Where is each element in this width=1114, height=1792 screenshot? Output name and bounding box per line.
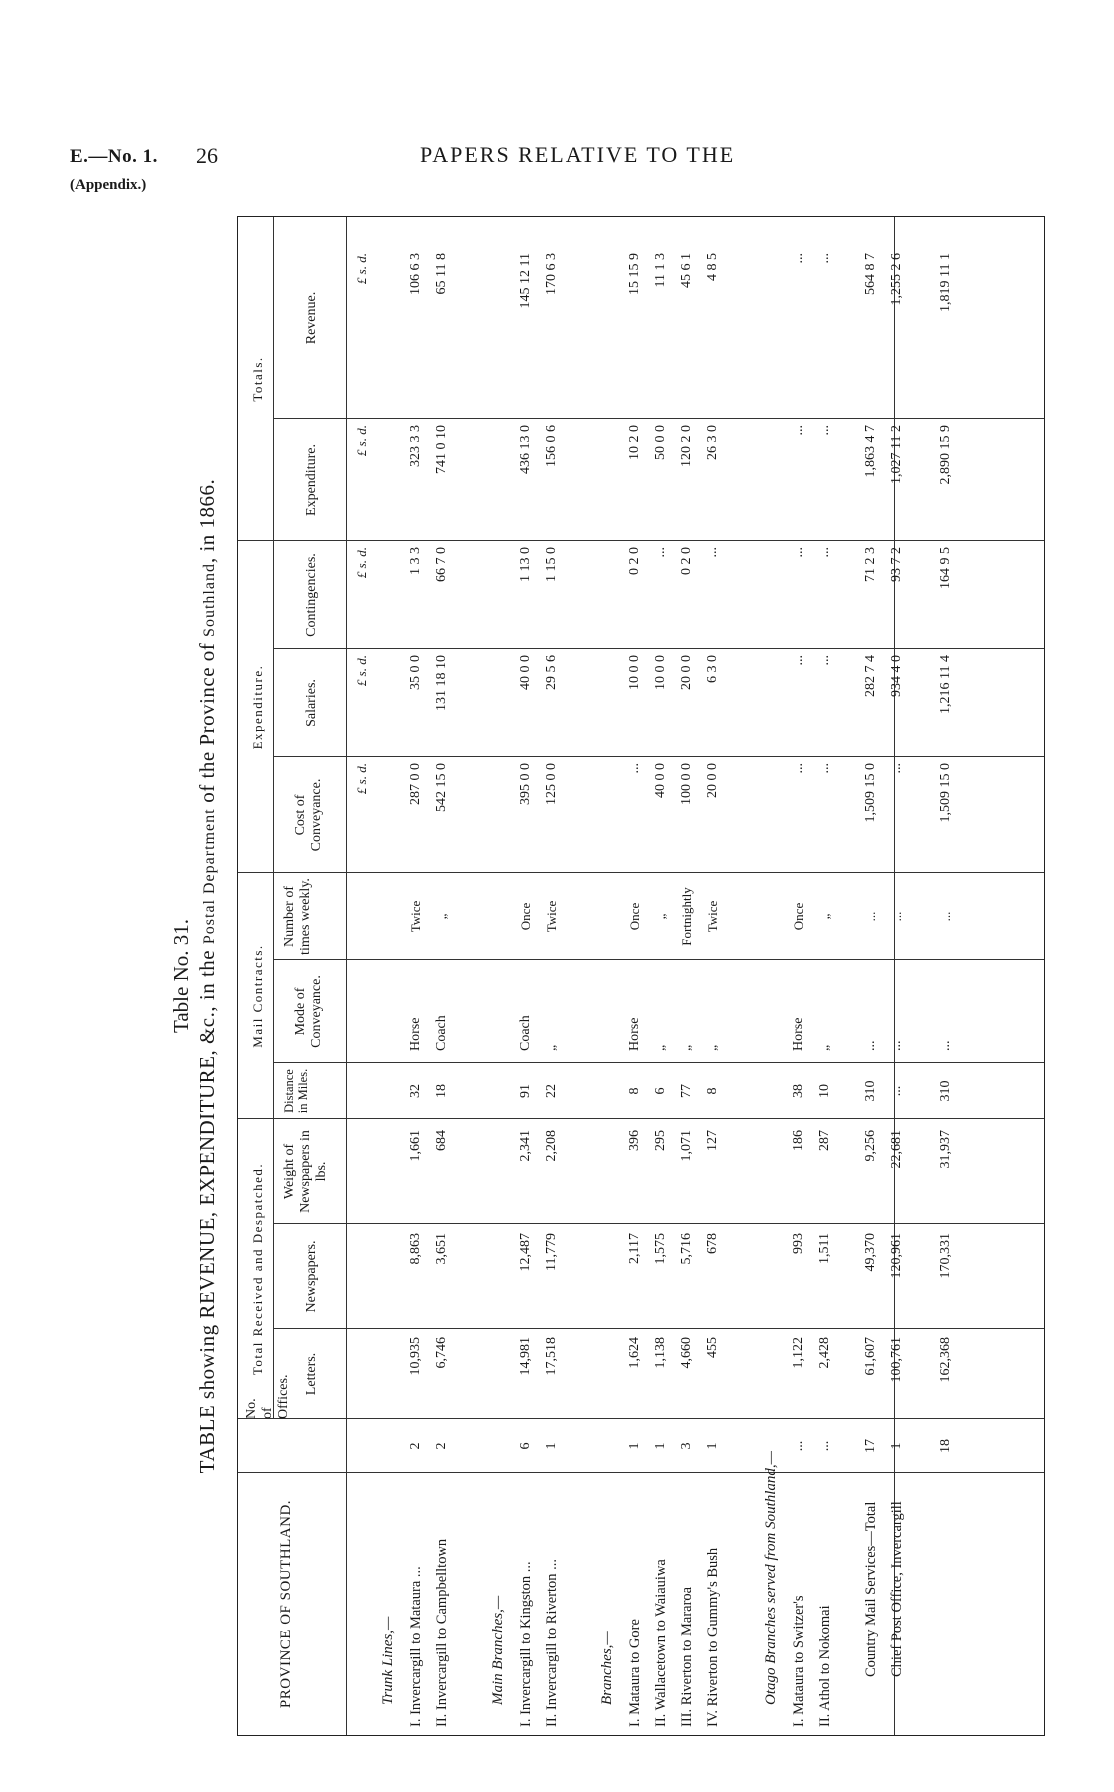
cell-mode: Horse <box>627 1017 642 1051</box>
cell-miles: 91 <box>518 1084 533 1098</box>
cell-miles: 22 <box>544 1084 559 1098</box>
cell-weight: 2,341 <box>518 1130 533 1162</box>
cell-rev: 1,255 2 6 <box>889 253 904 306</box>
cell-mode: „ <box>653 1044 668 1051</box>
cell-rev: 45 6 1 <box>679 253 694 288</box>
cell-offices: 17 <box>863 1439 878 1453</box>
cell-mode: „ <box>817 1044 832 1051</box>
cell-cont: 71 2 3 <box>863 547 878 582</box>
cell-miles: 6 <box>653 1087 668 1095</box>
cell-rev: 564 8 7 <box>863 253 878 295</box>
page-number: 26 <box>196 143 218 168</box>
cell-cont: 1 3 3 <box>408 547 423 575</box>
cell-cost: ... <box>889 763 904 774</box>
col-newspapers: Newspapers. <box>304 1240 319 1313</box>
row-label: Country Mail Services—Total <box>863 1501 879 1677</box>
cell-times: Twice <box>705 900 720 933</box>
revenue-table: Total Received and Despatched. Mail Contracts. Expenditure. Totals. PROVINCE OF SOUTHLAND. No. of Offices. Letters. Newspapers. Weight of Newspapers in lbs. Distance in Miles. Mode of Conveyance. Number of times weekly. Cost of Conveyance. Salaries. Contingencies. Expenditure. Revenue. £ s. d. £ s. d. £ s. d. £ s. d. £ s. d. Trunk Lines,— Main Branches,— Branches,— Otago Branches served from Southland,— I. Invercargill to Mataura ... 2 10,935 8,863 1,661 32 Horse Twice 287 0 0 35 0 0 1 3 3 323 3 3 106 6 3 II. Invercargill to Campbelltown 2 6,746 3,651 684 18 Coach „ 542 15 0 131 18 10 66 7 0 741 0 10 65 11 8 I. Invercargill to Kingston ... 6 14,981 12,487 2,341 91 Coach Once 395 0 0 40 0 0 1 13 0 436 13 0 145 12 11 II. Invercargill to Riverton ... 1 17,518 11,779 2,208 22 „ Twice 125 0 0 29 5 6 1 15 0 156 0 6 170 6 3 I. Mataura to Gore 1 1,624 2,117 396 8 Horse Once ... 10 0 0 0 2 0 10 2 0 15 15 9 II. Wallacetown to Waiauiwa 1 1,138 1,575 295 6 „ „ 40 0 0 10 0 0 ... 50 0 0 11 1 3 III. Riverton to Mararoa 3 4,660 5,716 1,071 77 „ Fortnightly 100 0 0 20 0 0 0 2 0 120 2 0 45 6 1 IV. Riverton to Gummy's Bush 1 455 678 127 8 „ Twice 20 0 0 6 3 0 ... 26 3 0 4 8 5 I. Mataura to Switzer's ... 1,122 993 186 38 Horse Once ... ... ... ... ... II. Athol to Nokomai ... 2,428 1,511 287 10 „ „ ... ... ... ... ... Country Mail Services—Total 17 61,607 49,370 9,256 310 ... ... 1,509 15 0 282 7 4 71 2 3 1,863 4 7 564 8 7 Chief Post Office, Invercargill 1 100,761 120,961 22,681 ... ... ... ... 934 4 0 93 7 2 1,027 11 2 1,255 2 6 18 162,368 170,331 31,937 310 ... ... 1,509 15 0 1,216 11 4 164 9 5 2,890 15 9 1,819 11 1 <box>237 216 1045 1736</box>
cell-newspapers: 11,779 <box>544 1233 559 1271</box>
cell-rev: 106 6 3 <box>408 253 423 295</box>
cell-rev: ... <box>817 253 832 264</box>
cell-miles: ... <box>889 1085 904 1097</box>
rule-group-header <box>273 217 274 1419</box>
cell-rev: 170 6 3 <box>544 253 559 295</box>
col-province: PROVINCE OF SOUTHLAND. <box>278 1499 294 1709</box>
cell-miles: 8 <box>705 1087 720 1095</box>
cell-cost: 40 0 0 <box>653 763 668 798</box>
cell-rev: 11 1 3 <box>653 253 668 288</box>
running-title: PAPERS RELATIVE TO THE <box>420 142 736 167</box>
cell-cost: ... <box>627 763 642 774</box>
cell-mode: ... <box>863 1040 878 1051</box>
cell-miles: 18 <box>434 1084 449 1098</box>
cell-newspapers: 993 <box>791 1233 806 1254</box>
cell-cont: 0 2 0 <box>627 547 642 575</box>
cell-salaries: 40 0 0 <box>518 655 533 690</box>
cell-weight: 287 <box>817 1130 832 1151</box>
cell-weight: 396 <box>627 1130 642 1151</box>
cell-offices: 1 <box>544 1442 559 1450</box>
cell-newspapers: 120,961 <box>889 1233 904 1279</box>
cell-weight: 1,071 <box>679 1130 694 1162</box>
cell-salaries: 131 18 10 <box>434 655 449 711</box>
cell-cont: 0 2 0 <box>679 547 694 575</box>
rotated-table-region <box>165 216 1045 1736</box>
col-contingencies: Contingencies. <box>304 553 319 637</box>
cell-exp: 156 0 6 <box>544 425 559 467</box>
cell-salaries: 6 3 0 <box>705 655 720 683</box>
row-label: I. Invercargill to Kingston ... <box>518 1561 534 1727</box>
group-expenditure: Expenditure. <box>250 664 265 750</box>
cell-offices: 1 <box>627 1442 642 1450</box>
cell-exp: ... <box>791 425 806 436</box>
cell-letters: 162,368 <box>938 1337 953 1383</box>
cell-newspapers: 678 <box>705 1233 720 1254</box>
cell-miles: 310 <box>938 1080 953 1102</box>
appendix-label: (Appendix.) <box>70 177 147 193</box>
cell-newspapers: 3,651 <box>434 1233 449 1265</box>
cell-times: ... <box>938 911 953 922</box>
cell-offices: ... <box>817 1440 832 1452</box>
cell-letters: 1,138 <box>653 1337 668 1369</box>
cell-weight: 295 <box>653 1130 668 1151</box>
lsd-revenue: £ s. d. <box>354 253 369 285</box>
cell-letters: 4,660 <box>679 1337 694 1369</box>
cell-mode: ... <box>889 1040 904 1051</box>
cell-cont: ... <box>817 547 832 558</box>
col-cost: Cost of Conveyance. <box>293 778 325 852</box>
cell-exp: 120 2 0 <box>679 425 694 467</box>
cell-mode: Horse <box>791 1017 806 1051</box>
cell-times: ... <box>889 911 904 922</box>
cell-letters: 6,746 <box>434 1337 449 1369</box>
cell-exp: 323 3 3 <box>408 425 423 467</box>
cell-cost: 287 0 0 <box>408 763 423 805</box>
cell-weight: 684 <box>434 1130 449 1151</box>
cell-mode: „ <box>679 1044 694 1051</box>
cell-cont: 164 9 5 <box>938 547 953 589</box>
cell-newspapers: 49,370 <box>863 1233 878 1272</box>
cell-times: Fortnightly <box>679 887 694 946</box>
section-branches: Branches,— <box>599 1631 615 1705</box>
cell-offices: 1 <box>705 1442 720 1450</box>
cell-miles: 10 <box>817 1084 832 1098</box>
group-mail-contracts: Mail Contracts. <box>250 944 265 1048</box>
cell-salaries: 1,216 11 4 <box>938 655 953 714</box>
cell-cost: ... <box>791 763 806 774</box>
cell-offices: 2 <box>408 1442 423 1450</box>
cell-letters: 17,518 <box>544 1337 559 1376</box>
cell-offices: 18 <box>938 1439 953 1453</box>
cell-letters: 100,761 <box>889 1337 904 1383</box>
cell-salaries: 20 0 0 <box>679 655 694 690</box>
cell-rev: 15 15 9 <box>627 253 642 295</box>
group-received: Total Received and Despatched. <box>250 1162 265 1376</box>
section-main-branches: Main Branches,— <box>490 1595 506 1705</box>
lsd-contingencies: £ s. d. <box>354 547 369 579</box>
row-label: II. Wallacetown to Waiauiwa <box>653 1559 669 1727</box>
cell-times: „ <box>653 913 668 920</box>
lsd-cost: £ s. d. <box>354 763 369 795</box>
cell-exp: 436 13 0 <box>518 425 533 474</box>
cell-salaries: 934 4 0 <box>889 655 904 697</box>
cell-cost: 20 0 0 <box>705 763 720 798</box>
cell-mode: Coach <box>518 1015 533 1051</box>
col-revenue: Revenue. <box>304 291 319 345</box>
cell-weight: 1,661 <box>408 1130 423 1162</box>
cell-times: Once <box>627 902 642 931</box>
lsd-salaries: £ s. d. <box>354 655 369 687</box>
cell-newspapers: 2,117 <box>627 1233 642 1264</box>
cell-weight: 2,208 <box>544 1130 559 1162</box>
cell-salaries: ... <box>791 655 806 666</box>
cell-salaries: 10 0 0 <box>627 655 642 690</box>
row-label: II. Invercargill to Riverton ... <box>544 1558 560 1727</box>
row-label: I. Mataura to Gore <box>627 1619 643 1727</box>
cell-mode: Coach <box>434 1015 449 1051</box>
cell-cont: 66 7 0 <box>434 547 449 582</box>
cell-newspapers: 12,487 <box>518 1233 533 1272</box>
caption-smallcaps-2: Southland <box>201 563 218 637</box>
cell-offices: 6 <box>518 1442 533 1450</box>
cell-cont: 1 15 0 <box>544 547 559 582</box>
cell-miles: 310 <box>863 1080 878 1102</box>
cell-cost: 1,509 15 0 <box>863 763 878 823</box>
cell-offices: 3 <box>679 1442 694 1450</box>
cell-weight: 127 <box>705 1130 720 1151</box>
cell-newspapers: 1,575 <box>653 1233 668 1265</box>
col-letters: Letters. <box>304 1352 319 1396</box>
document-code: E.—No. 1. <box>70 146 158 167</box>
cell-letters: 1,122 <box>791 1337 806 1369</box>
caption-prefix: TABLE showing REVENUE, EXPENDITURE, &c., in the <box>195 944 219 1474</box>
cell-exp: 1,027 11 2 <box>889 425 904 484</box>
col-distance: Distance in Miles. <box>282 1068 311 1114</box>
cell-offices: 1 <box>653 1442 668 1450</box>
cell-weight: 9,256 <box>863 1130 878 1162</box>
cell-exp: 26 3 0 <box>705 425 720 460</box>
cell-salaries: 282 7 4 <box>863 655 878 697</box>
cell-salaries: ... <box>817 655 832 666</box>
lsd-exp-total: £ s. d. <box>354 425 369 457</box>
cell-mode: „ <box>544 1044 559 1051</box>
cell-salaries: 29 5 6 <box>544 655 559 690</box>
cell-times: Twice <box>544 900 559 933</box>
cell-cost: 1,509 15 0 <box>938 763 953 823</box>
cell-mode: Horse <box>408 1017 423 1051</box>
cell-rev: 4 8 5 <box>705 253 720 281</box>
caption-smallcaps-1: Postal Department <box>201 808 218 945</box>
cell-times: Once <box>518 902 533 931</box>
cell-miles: 32 <box>408 1084 423 1098</box>
cell-weight: 22,681 <box>889 1130 904 1169</box>
cell-offices: 1 <box>889 1442 904 1450</box>
cell-times: „ <box>817 913 832 920</box>
cell-cont: ... <box>705 547 720 558</box>
cell-cont: 1 13 0 <box>518 547 533 582</box>
cell-cost: ... <box>817 763 832 774</box>
cell-weight: 186 <box>791 1130 806 1151</box>
cell-newspapers: 1,511 <box>817 1233 832 1264</box>
cell-cost: 100 0 0 <box>679 763 694 805</box>
row-label: Chief Post Office, Invercargill <box>889 1501 905 1677</box>
cell-letters: 2,428 <box>817 1337 832 1369</box>
table-caption <box>195 216 220 1736</box>
cell-offices: ... <box>791 1440 806 1452</box>
cell-times: Once <box>791 902 806 931</box>
cell-cont: 93 7 2 <box>889 547 904 582</box>
cell-cost: 542 15 0 <box>434 763 449 812</box>
cell-times: ... <box>863 911 878 922</box>
cell-letters: 14,981 <box>518 1337 533 1376</box>
cell-miles: 38 <box>791 1084 806 1098</box>
cell-miles: 8 <box>627 1087 642 1095</box>
cell-exp: 1,863 4 7 <box>863 425 878 478</box>
row-label: III. Riverton to Mararoa <box>679 1586 695 1727</box>
cell-miles: 77 <box>679 1084 694 1098</box>
col-exp-total: Expenditure. <box>304 444 319 516</box>
cell-letters: 455 <box>705 1337 720 1358</box>
cell-weight: 31,937 <box>938 1130 953 1169</box>
cell-newspapers: 5,716 <box>679 1233 694 1265</box>
cell-letters: 10,935 <box>408 1337 423 1376</box>
cell-exp: 2,890 15 9 <box>938 425 953 485</box>
cell-rev: 65 11 8 <box>434 253 449 295</box>
group-totals: Totals. <box>250 356 265 402</box>
section-otago-branches: Otago Branches served from Southland,— <box>763 1450 779 1705</box>
cell-times: Twice <box>408 900 423 933</box>
cell-cost: 125 0 0 <box>544 763 559 805</box>
cell-mode: „ <box>705 1044 720 1051</box>
row-label: I. Mataura to Switzer's <box>791 1595 807 1727</box>
cell-mode: ... <box>938 1040 953 1051</box>
cell-exp: 741 0 10 <box>434 425 449 474</box>
col-salaries: Salaries. <box>304 679 319 727</box>
cell-offices: 2 <box>434 1442 449 1450</box>
cell-exp: ... <box>817 425 832 436</box>
cell-cont: ... <box>791 547 806 558</box>
row-label: I. Invercargill to Mataura ... <box>408 1566 424 1727</box>
cell-salaries: 35 0 0 <box>408 655 423 690</box>
cell-newspapers: 170,331 <box>938 1233 953 1279</box>
cell-cont: ... <box>653 547 668 558</box>
cell-letters: 1,624 <box>627 1337 642 1369</box>
col-mode: Mode of Conveyance. <box>293 975 325 1048</box>
cell-letters: 61,607 <box>863 1337 878 1376</box>
cell-rev: 145 12 11 <box>518 253 533 309</box>
cell-exp: 50 0 0 <box>653 425 668 460</box>
table-number: Table No. 31. <box>169 919 193 1034</box>
cell-rev: 1,819 11 1 <box>938 253 953 312</box>
cell-rev: ... <box>791 253 806 264</box>
caption-suffix: , in 1866. <box>195 478 219 564</box>
cell-exp: 10 2 0 <box>627 425 642 460</box>
section-trunk-lines: Trunk Lines,— <box>380 1616 396 1705</box>
cell-newspapers: 8,863 <box>408 1233 423 1265</box>
cell-times: „ <box>434 913 449 920</box>
col-weight: Weight of Newspapers in lbs. <box>282 1130 330 1213</box>
row-label: II. Athol to Nokomai <box>817 1605 833 1727</box>
cell-cost: 395 0 0 <box>518 763 533 805</box>
col-times: Number of times weekly. <box>282 878 314 955</box>
row-label: IV. Riverton to Gummy's Bush <box>705 1547 721 1727</box>
row-label: II. Invercargill to Campbelltown <box>434 1538 450 1727</box>
cell-salaries: 10 0 0 <box>653 655 668 690</box>
caption-mid: of the Province of <box>195 636 219 809</box>
rule-header-bottom <box>346 217 347 1735</box>
